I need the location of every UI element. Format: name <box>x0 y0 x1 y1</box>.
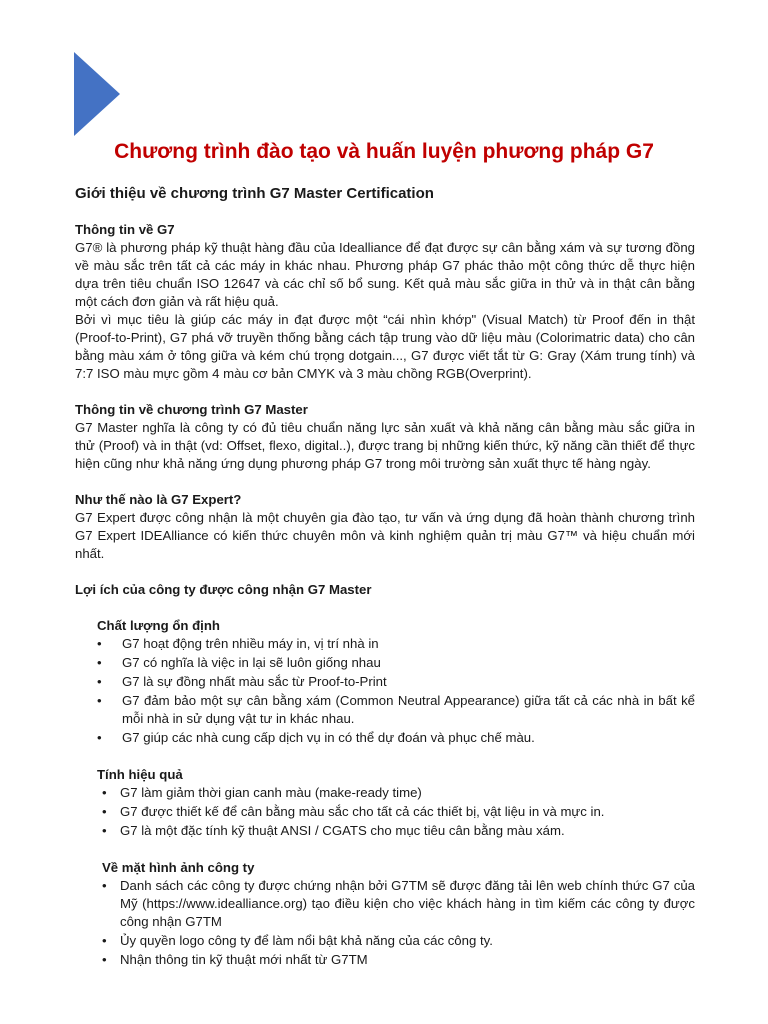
triangle-shape <box>74 52 120 136</box>
document-subtitle: Giới thiệu về chương trình G7 Master Certification <box>75 185 434 202</box>
section-heading-benefits: Lợi ích của công ty được công nhận G7 Master <box>75 582 372 597</box>
document-body <box>75 183 695 970</box>
section-heading-g7-info: Thông tin về G7 <box>75 222 175 237</box>
list-company-image <box>75 877 695 969</box>
subheading-stable-quality: Chất lượng ổn định <box>97 618 220 633</box>
blue-triangle-decoration <box>74 52 120 136</box>
document-title: Chương trình đào tạo và huấn luyện phương pháp G7 <box>114 140 654 163</box>
paragraph-g7-visual-match: Bởi vì mục tiêu là giúp các máy in đạt được một “cái nhìn khớp" (Visual Match) từ Proof đến in thật (Proof-to-Print), G7 phá vỡ truyền thống bằng cách tập trung vào dữ liệu màu (Colorimatric data) cho cân bằng màu xám ở tông giữa và kém chú trọng dotgain..., G7 được viết tắt từ G: Gray (Xám trung tính) và 7:7 ISO màu mực gồm 4 màu cơ bản CMYK và 3 màu chồng RGB(Overprint). <box>75 312 695 381</box>
list-item: • Ủy quyền logo công ty để làm nổi bật khả năng của các công ty. <box>102 933 493 948</box>
list-item: • Danh sách các công ty được chứng nhận bởi G7TM sẽ được đăng tải lên web chính thức G7 của Mỹ (https://www.idealliance.org) tạo điều kiện cho việc khách hàng in tìm kiếm các công ty được công nhận G7TM <box>102 878 695 929</box>
section-heading-g7-expert: Như thế nào là G7 Expert? <box>75 492 242 507</box>
list-item: • G7 làm giảm thời gian canh màu (make-ready time) <box>102 785 422 800</box>
list-item: • Nhận thông tin kỹ thuật mới nhất từ G7TM <box>102 952 368 967</box>
list-item: • G7 là một đặc tính kỹ thuật ANSI / CGATS cho mục tiêu cân bằng màu xám. <box>102 823 565 838</box>
paragraph-g7-expert: G7 Expert được công nhận là một chuyên gia đào tạo, tư vấn và ứng dụng đã hoàn thành chương trình G7 Expert IDEAlliance có kiến thức chuyên môn và kinh nghiệm quản trị màu G7™ và hiệu chuẩn mới nhất. <box>75 510 695 561</box>
list-stable-quality <box>75 635 695 747</box>
subheading-efficiency: Tính hiệu quả <box>97 767 183 782</box>
section-heading-g7-master: Thông tin về chương trình G7 Master <box>75 402 308 417</box>
list-item: • G7 được thiết kế để cân bằng màu sắc cho tất cả các thiết bị, vật liệu in và mực in. <box>102 804 605 819</box>
list-item: • G7 có nghĩa là việc in lại sẽ luôn giống nhau <box>97 655 381 670</box>
list-item: • G7 giúp các nhà cung cấp dịch vụ in có thể dự đoán và phục chế màu. <box>97 730 535 745</box>
list-item: • G7 là sự đồng nhất màu sắc từ Proof-to-Print <box>97 674 387 689</box>
subheading-company-image: Về mặt hình ảnh công ty <box>102 860 255 875</box>
list-item: • G7 hoạt động trên nhiều máy in, vị trí nhà in <box>97 636 379 651</box>
paragraph-g7-intro: G7® là phương pháp kỹ thuật hàng đầu của Idealliance để đạt được sự cân bằng xám và sự tương đồng về màu sắc trên tất cả các máy in khác nhau. Phương pháp G7 phác thảo một công thức dễ thực hiện dựa trên tiêu chuẩn ISO 12647 và các chỉ số bổ sung. Kết quả màu sắc giữa in thử và in thật cân bằng một cách đơn giản và rất hiệu quả. <box>75 240 695 309</box>
list-efficiency <box>75 784 695 840</box>
paragraph-g7-master: G7 Master nghĩa là công ty có đủ tiêu chuẩn năng lực sản xuất và khả năng cân bằng màu sắc giữa in thử (Proof) và in thật (vd: Offset, flexo, digital..), được trang bị những kiến thức, kỹ năng cần thiết để thực hiện cũng như khả năng ứng dụng phương pháp G7 trong môi trường sản xuất thực tế hàng ngày. <box>75 420 695 471</box>
list-item: • G7 đảm bảo một sự cân bằng xám (Common Neutral Appearance) giữa tất cả các nhà in bất kể mỗi nhà in sử dụng vật tư in khác nhau. <box>97 693 695 726</box>
